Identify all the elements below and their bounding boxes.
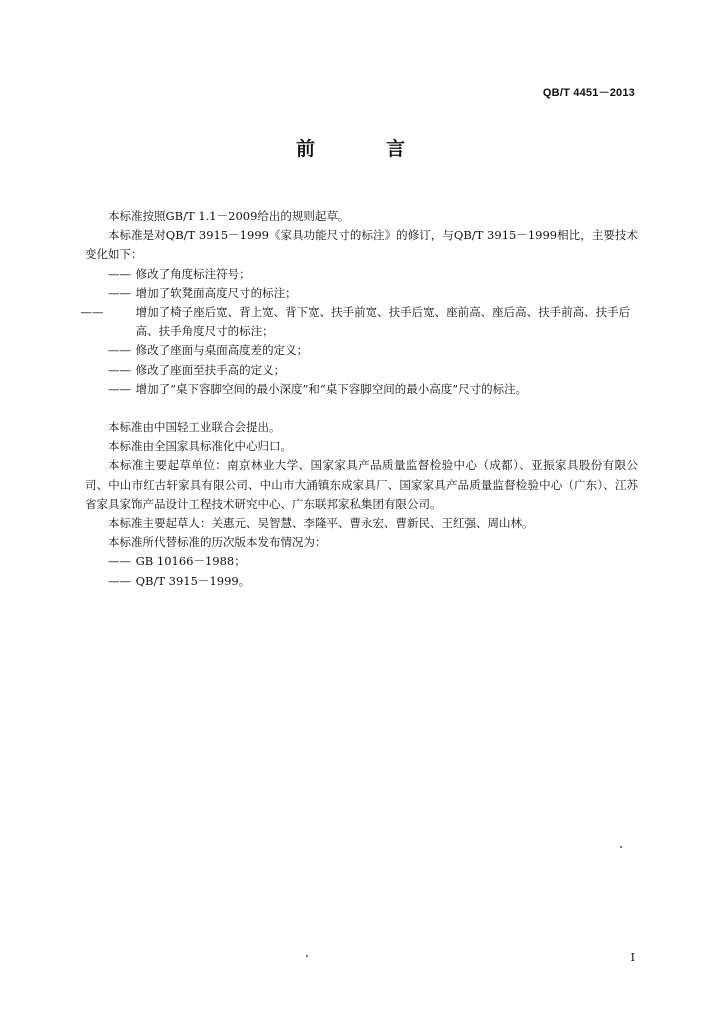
page-title: 前 言 xyxy=(295,138,431,160)
change-item xyxy=(85,380,638,399)
scan-speck xyxy=(306,955,308,957)
dash-marker: —— xyxy=(108,362,131,377)
change-item xyxy=(85,341,638,360)
dash-marker: —— xyxy=(108,343,131,358)
paragraph-history-intro: 本标准所代替标准的历次版本发布情况为： xyxy=(108,535,327,550)
dash-marker: —— xyxy=(80,305,104,320)
change-item-text: 修改了座面至扶手高的定义； xyxy=(135,362,286,377)
paragraph-revision-summary: 本标准是对QB/T 3915－1999《家具功能尺寸的标注》的修订，与QB/T 3915－1999相比，主要技术变化如下： xyxy=(85,228,638,262)
dash-marker: —— xyxy=(108,381,131,396)
change-item-text: 增加了软凳面高度尺寸的标注； xyxy=(135,285,297,300)
paragraph-proposer: 本标准由中国轻工业联合会提出。 xyxy=(108,420,281,435)
paragraph-drafters: 本标准主要起草人：关惠元、吴智慧、李隆平、曹永宏、曹新民、王红强、周山林。 xyxy=(108,516,534,531)
paragraph-administrator: 本标准由全国家具标准化中心归口。 xyxy=(108,439,292,454)
paragraph-drafting-units: 本标准主要起草单位：南京林业大学、国家家具产品质量监督检验中心（成都）、亚振家具股份有限公司、中山市红古轩家具有限公司、中山市大涌镇东成家具厂、国家家具产品质量监督检验中心（广东）、江苏省家具家饰产品设计工程技术研究中心、广东联邦家私集团有限公司。 xyxy=(85,458,638,511)
change-item xyxy=(85,265,638,284)
dash-marker: —— xyxy=(108,554,131,569)
change-item xyxy=(85,284,638,303)
document-body xyxy=(80,207,638,591)
change-item-text: 增加了椅子座后宽、背上宽、背下宽、扶手前宽、扶手后宽、座前高、座后高、扶手前高、扶手后高、扶手角度尺寸的标注； xyxy=(135,305,631,339)
dash-marker: —— xyxy=(108,285,131,300)
page-number: I xyxy=(630,951,635,964)
history-item-text: QB/T 3915－1999。 xyxy=(135,573,251,588)
history-item xyxy=(85,572,638,591)
dash-marker: —— xyxy=(108,573,131,588)
spacer xyxy=(85,399,638,418)
scan-speck xyxy=(620,846,622,848)
history-item-text: GB 10166－1988； xyxy=(135,554,246,569)
dash-marker: —— xyxy=(108,266,131,281)
change-item-text: 修改了角度标注符号； xyxy=(135,266,251,281)
history-item xyxy=(85,552,638,571)
standard-number: QB/T 4451－2013 xyxy=(542,87,635,99)
change-item-text: 增加了“桌下容脚空间的最小深度”和“桌下容脚空间的最小高度”尺寸的标注。 xyxy=(135,381,528,396)
change-item xyxy=(85,361,638,380)
change-item-text: 修改了座面与桌面高度差的定义； xyxy=(135,343,309,358)
change-item xyxy=(80,303,638,341)
paragraph-drafting-rules: 本标准按照GB/T 1.1－2009给出的规则起草。 xyxy=(108,209,350,223)
